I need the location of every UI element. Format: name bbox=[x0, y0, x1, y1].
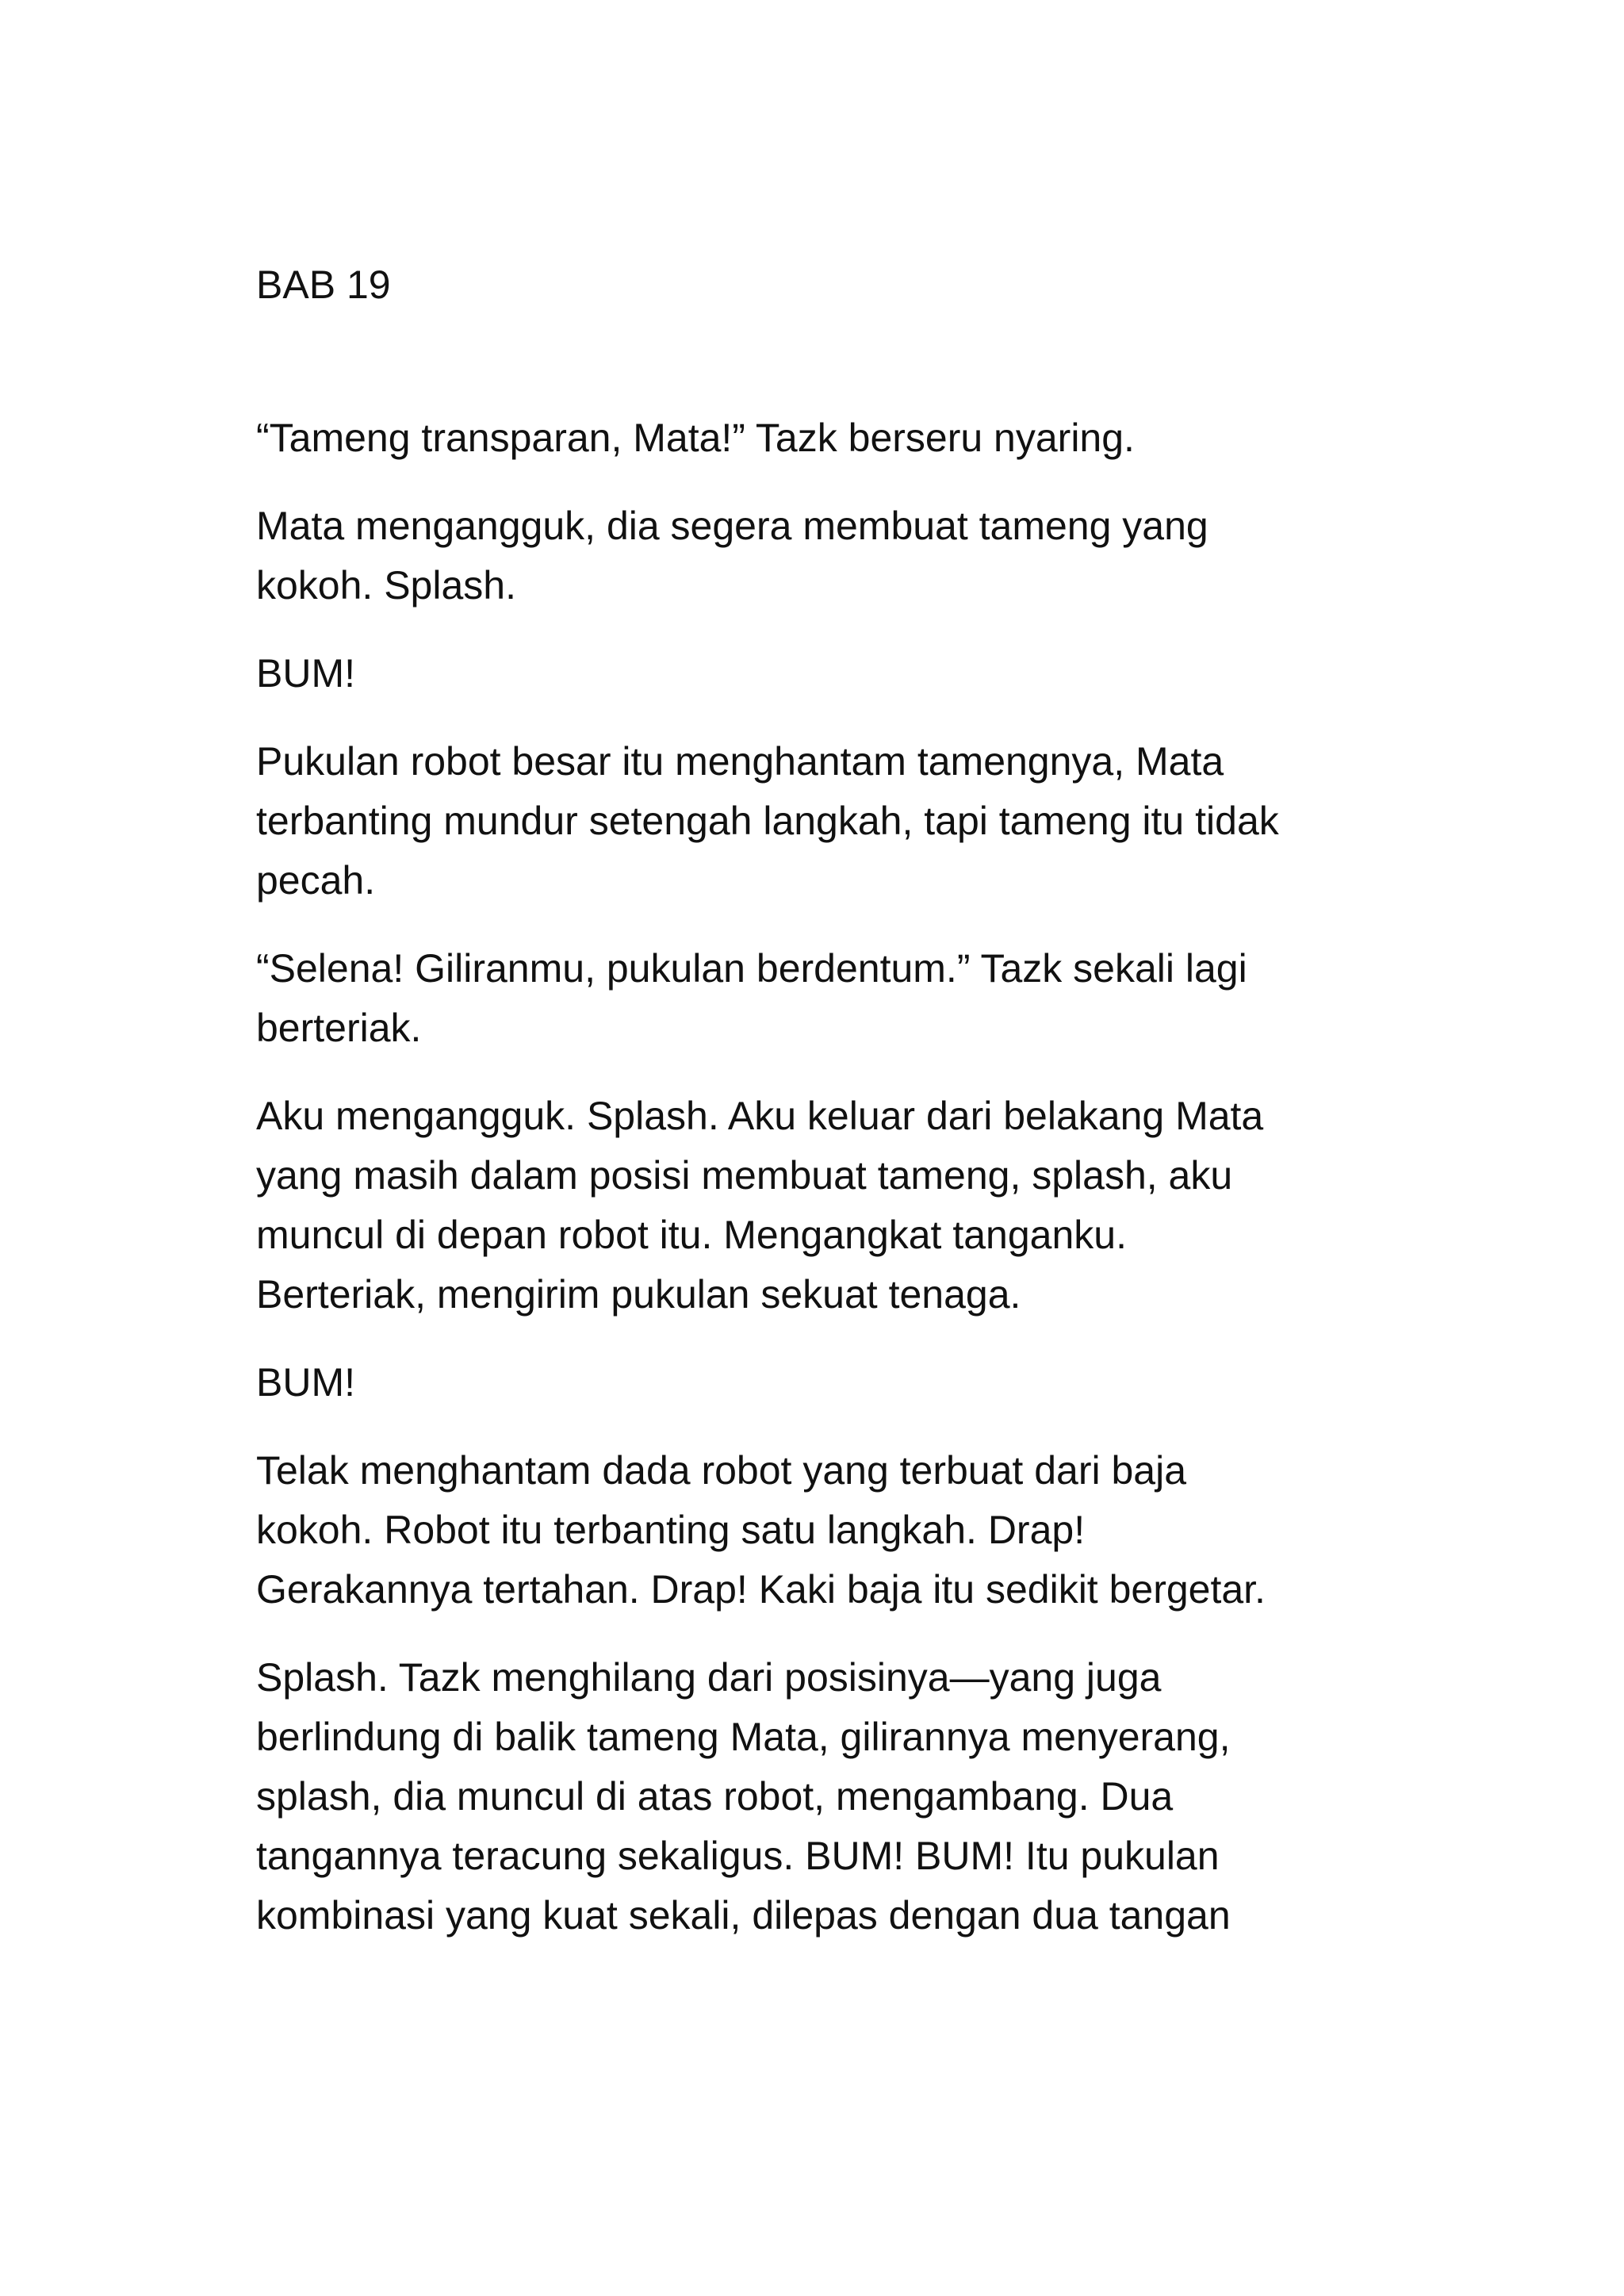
text-line: Pukulan robot besar itu menghantam tamengnya, Mata bbox=[256, 739, 1224, 784]
text-line: Aku mengangguk. Splash. Aku keluar dari belakang Mata bbox=[256, 1094, 1264, 1138]
paragraph-9 bbox=[256, 1648, 1382, 1945]
text-line: kombinasi yang kuat sekali, dilepas dengan dua tangan bbox=[256, 1893, 1231, 1938]
text-line: BUM! bbox=[256, 651, 355, 696]
text-line: Gerakannya tertahan. Drap! Kaki baja itu sedikit bergetar. bbox=[256, 1567, 1266, 1612]
text-line: splash, dia muncul di atas robot, mengambang. Dua bbox=[256, 1774, 1174, 1819]
text-line: tangannya teracung sekaligus. BUM! BUM! Itu pukulan bbox=[256, 1834, 1220, 1878]
text-line: BUM! bbox=[256, 1360, 355, 1405]
text-line: kokoh. Robot itu terbanting satu langkah. Drap! bbox=[256, 1508, 1086, 1552]
text-line: kokoh. Splash. bbox=[256, 563, 516, 608]
text-line: Telak menghantam dada robot yang terbuat dari baja bbox=[256, 1448, 1186, 1493]
paragraph-3 bbox=[256, 644, 1382, 703]
paragraph-5 bbox=[256, 939, 1382, 1058]
paragraph-6 bbox=[256, 1087, 1382, 1324]
text-line: berlindung di balik tameng Mata, gilirannya menyerang, bbox=[256, 1715, 1231, 1759]
paragraph-1 bbox=[256, 408, 1382, 468]
text-line: Mata mengangguk, dia segera membuat tameng yang bbox=[256, 504, 1208, 548]
text-line: muncul di depan robot itu. Mengangkat tanganku. bbox=[256, 1213, 1127, 1257]
text-line: Berteriak, mengirim pukulan sekuat tenaga. bbox=[256, 1272, 1021, 1317]
text-line: Splash. Tazk menghilang dari posisinya—yang juga bbox=[256, 1655, 1162, 1700]
chapter-heading: BAB 19 bbox=[256, 263, 391, 307]
text-line: “Selena! Giliranmu, pukulan berdentum.” Tazk sekali lagi bbox=[256, 946, 1247, 991]
text-line: yang masih dalam posisi membuat tameng, splash, aku bbox=[256, 1153, 1233, 1198]
paragraph-2 bbox=[256, 496, 1382, 615]
page-body bbox=[256, 255, 1382, 1974]
paragraph-8 bbox=[256, 1441, 1382, 1619]
text-line: berteriak. bbox=[256, 1006, 422, 1050]
text-line: pecah. bbox=[256, 858, 376, 903]
text-line: “Tameng transparan, Mata!” Tazk berseru nyaring. bbox=[256, 416, 1135, 460]
text-line: terbanting mundur setengah langkah, tapi tameng itu tidak bbox=[256, 799, 1279, 843]
paragraph-7 bbox=[256, 1353, 1382, 1412]
paragraph-4 bbox=[256, 732, 1382, 910]
